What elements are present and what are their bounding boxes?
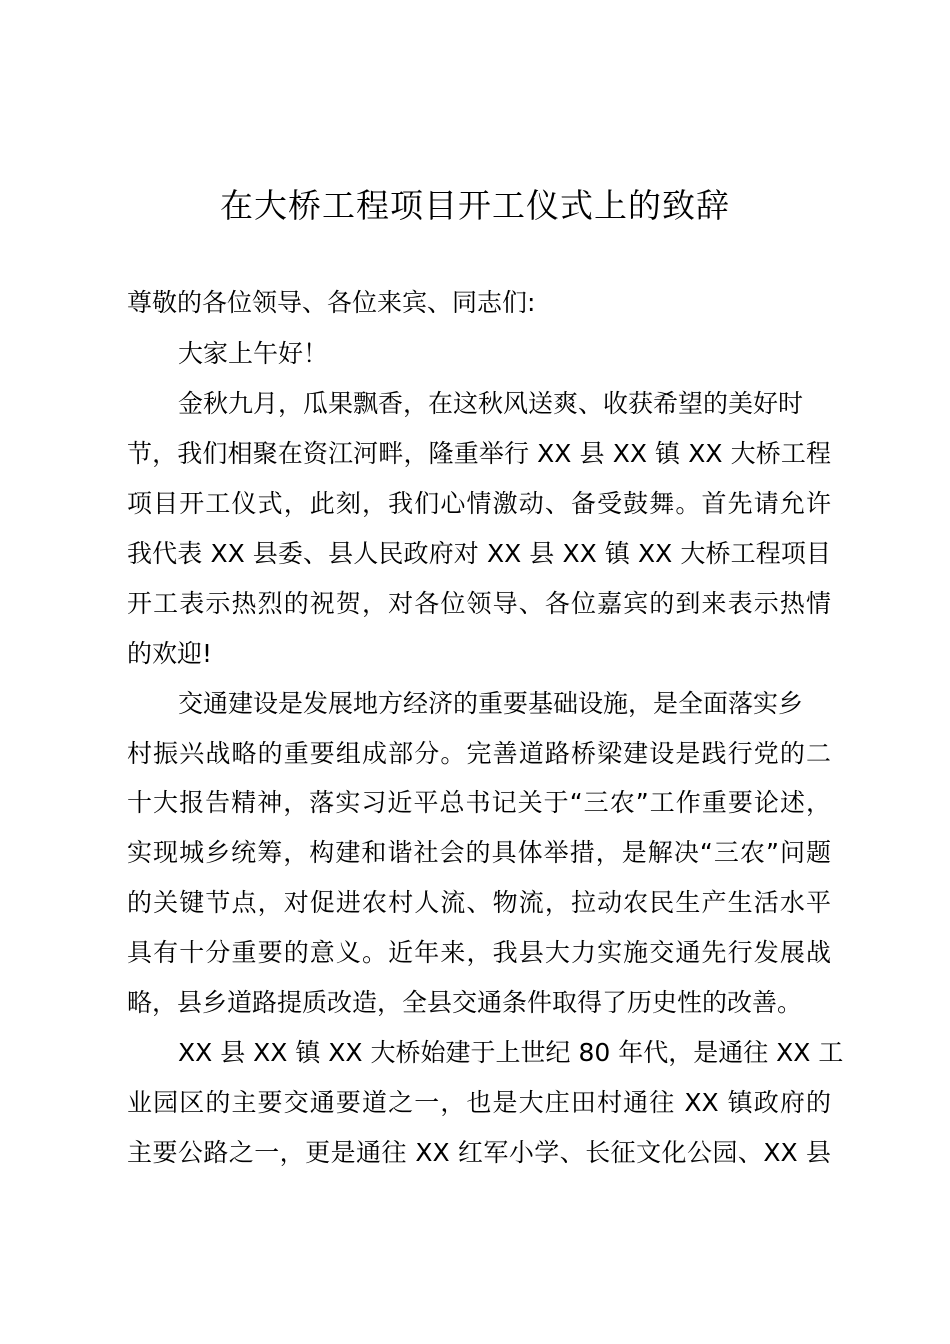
paragraph-line: 的欢迎! [127, 639, 213, 668]
document-title: 在大桥工程项目开工仪式上的致辞 [220, 186, 730, 225]
paragraph-line: 略，县乡道路提质改造，全县交通条件取得了历史性的改善。 [127, 988, 803, 1017]
paragraph-line: 村振兴战略的重要组成部分。完善道路桥梁建设是践行党的二 [127, 739, 831, 768]
paragraph-line: 的关键节点，对促进农村人流、物流，拉动农民生产生活水平 [127, 888, 831, 917]
paragraph-line: XX 县 XX 镇 XX 大桥始建于上世纪 80 年代，是通往 XX 工 [178, 1038, 844, 1067]
paragraph-line: 十大报告精神，落实习近平总书记关于“三农”工作重要论述， [127, 788, 831, 817]
paragraph-line: 金秋九月，瓜果飘香，在这秋风送爽、收获希望的美好时 [178, 389, 804, 418]
paragraph-line: 实现城乡统筹，构建和谐社会的具体举措，是解决“三农”问题 [127, 838, 831, 867]
paragraph-line: 大家上午好！ [178, 339, 329, 368]
paragraph-line: 主要公路之一，更是通往 XX 红军小学、长征文化公园、XX 县 [127, 1138, 831, 1167]
paragraph-line: 项目开工仪式，此刻，我们心情激动、备受鼓舞。首先请允许 [127, 489, 831, 518]
paragraph-line: 我代表 XX 县委、县人民政府对 XX 县 XX 镇 XX 大桥工程项目 [127, 539, 831, 568]
paragraph-line: 交通建设是发展地方经济的重要基础设施，是全面落实乡 [178, 689, 804, 718]
paragraph-line: 开工表示热烈的祝贺，对各位领导、各位嘉宾的到来表示热情 [127, 589, 831, 618]
paragraph-line: 节，我们相聚在资江河畔，隆重举行 XX 县 XX 镇 XX 大桥工程 [127, 439, 831, 468]
paragraph-line: 业园区的主要交通要道之一，也是大庄田村通往 XX 镇政府的 [127, 1088, 831, 1117]
salutation: 尊敬的各位领导、各位来宾、同志们: [127, 288, 536, 317]
paragraph-line: 具有十分重要的意义。近年来，我县大力实施交通先行发展战 [127, 938, 831, 967]
